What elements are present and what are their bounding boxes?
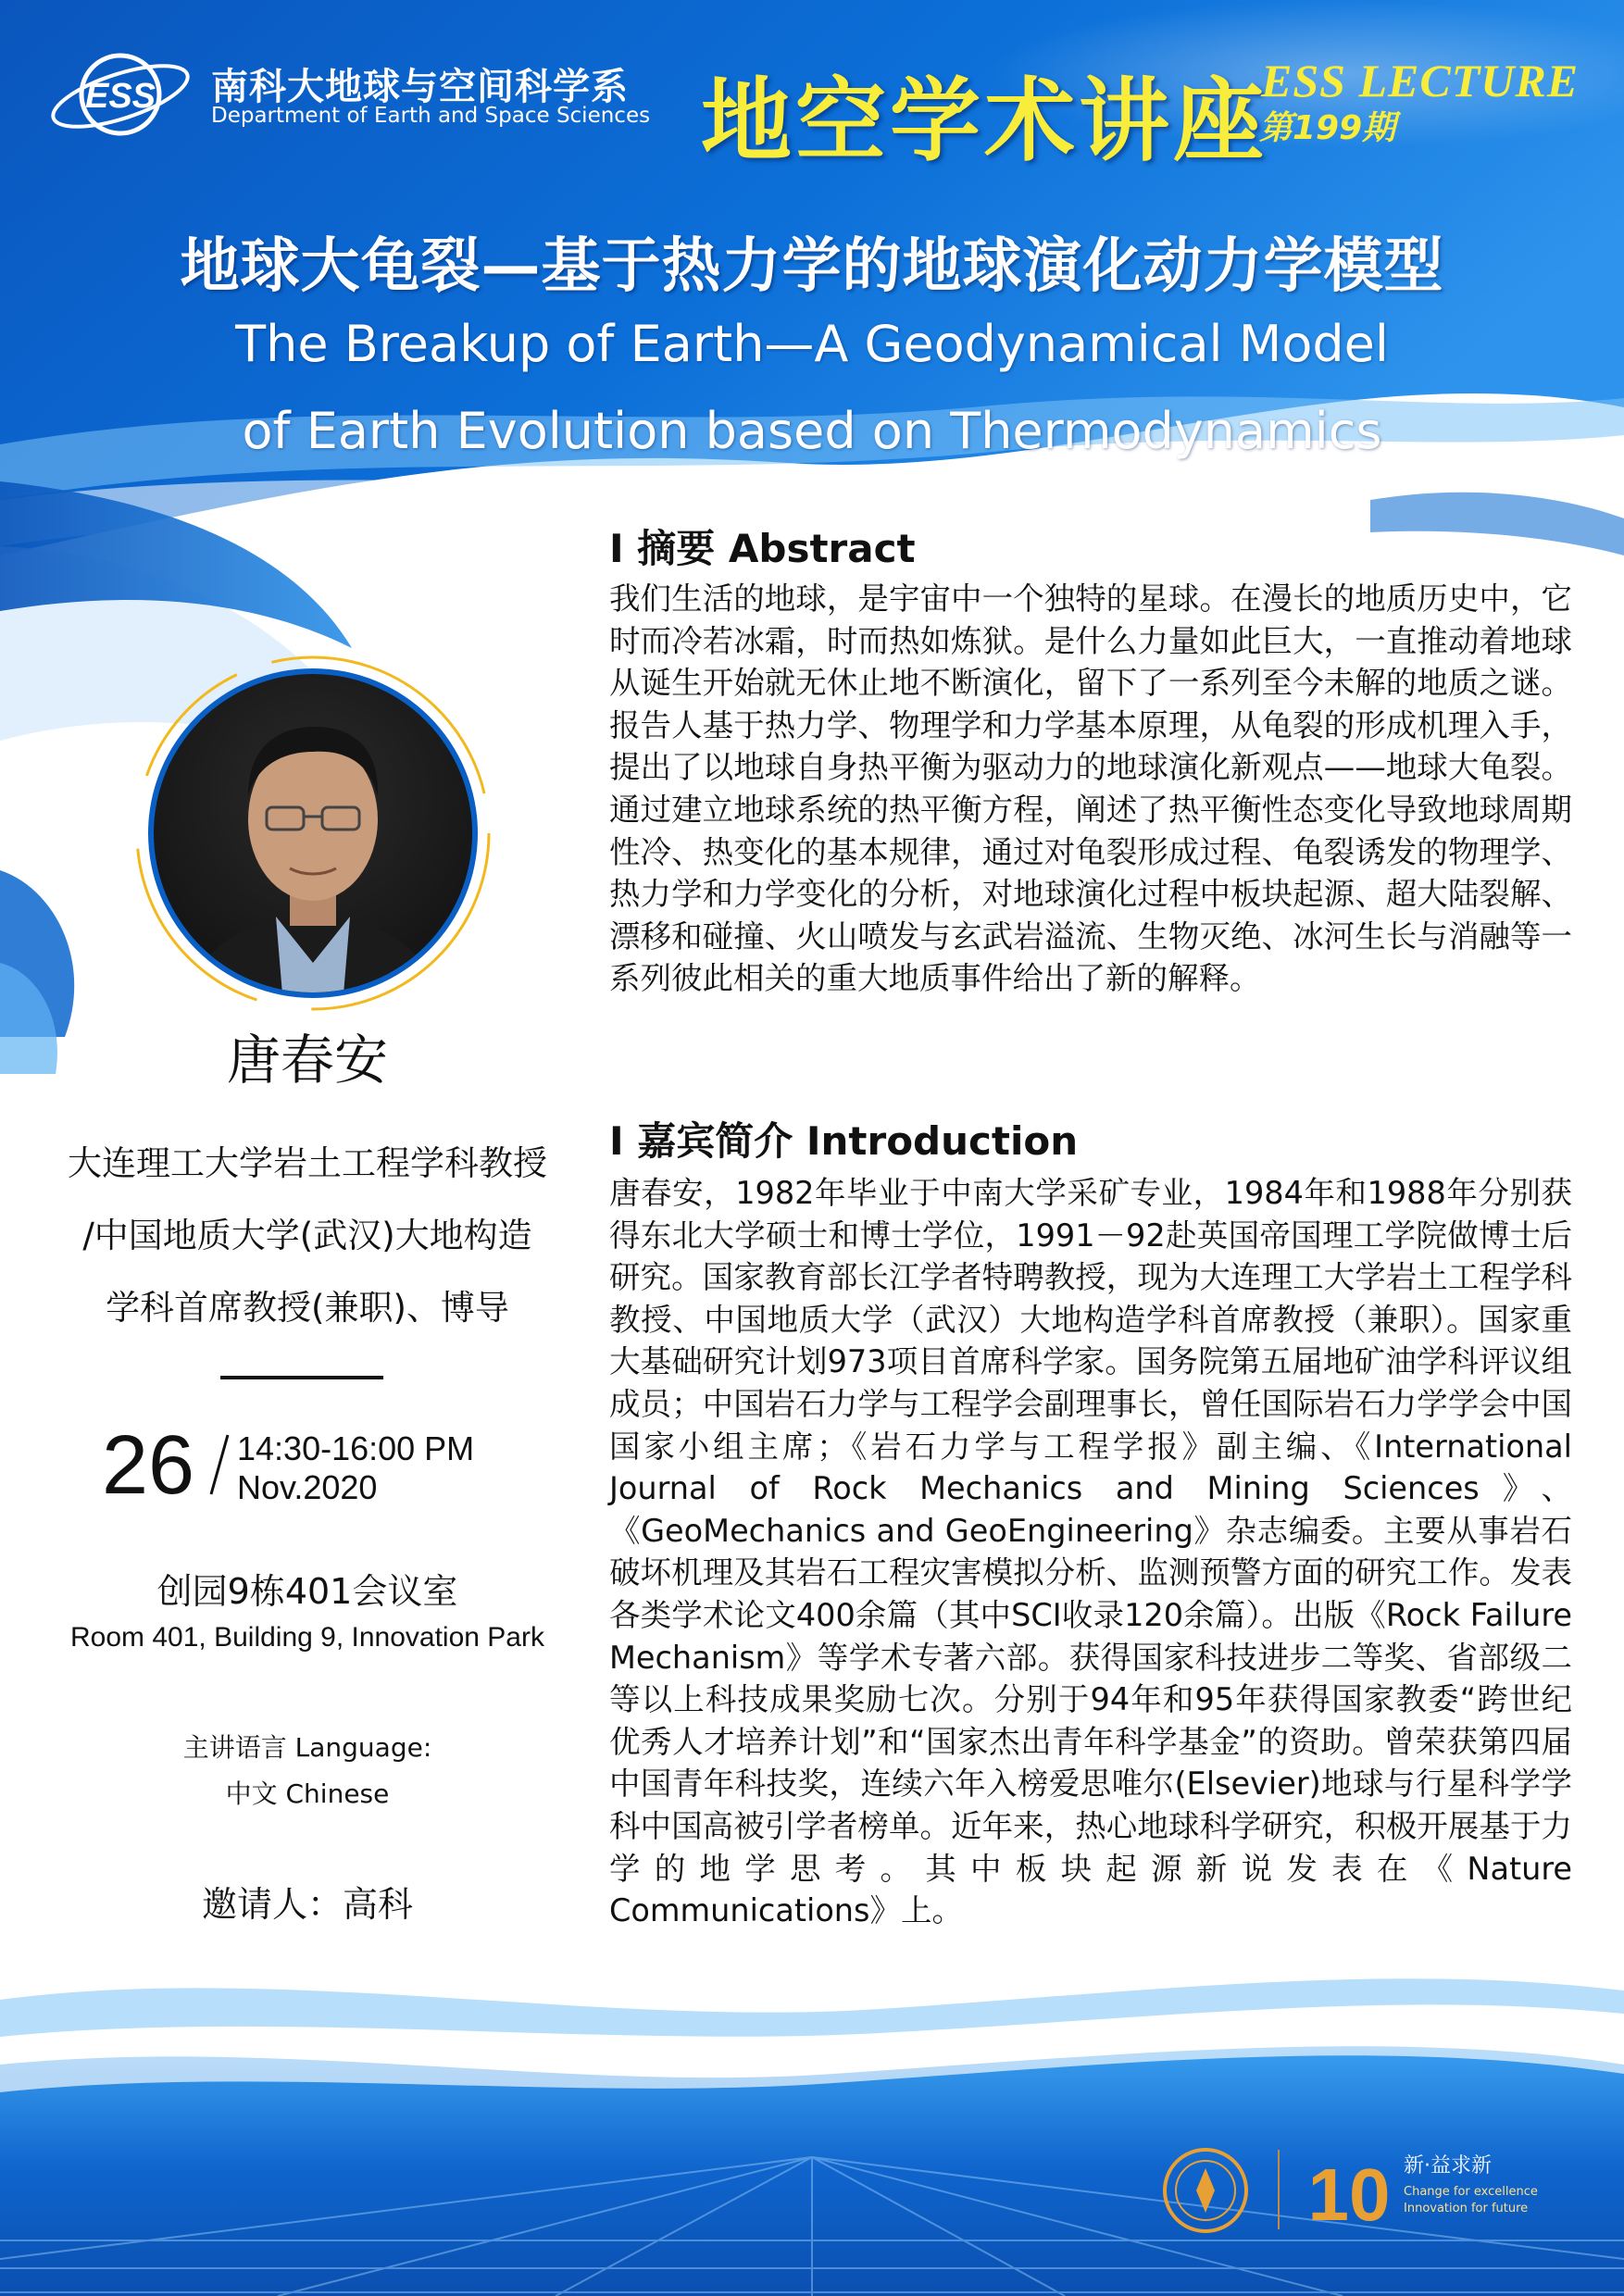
event-day: 26 xyxy=(102,1419,195,1512)
footer-slogan-en-line1: Change for excellence xyxy=(1404,2185,1538,2199)
language-label: 主讲语言 Language: xyxy=(182,1732,432,1763)
speaker-affiliation-line1: 大连理工大学岩土工程学科教授 xyxy=(68,1143,547,1183)
talk-title-en-line1: The Breakup of Earth—A Geodynamical Model xyxy=(235,315,1389,373)
logo-lettering: ESS xyxy=(84,77,156,116)
lecture-series-en: ESS LECTURE xyxy=(1261,55,1580,106)
inviter: 邀请人：高科 xyxy=(201,1884,413,1925)
talk-title-en-line2: of Earth Evolution based on Thermodynamics xyxy=(242,402,1382,460)
speaker-affiliation-line3: 学科首席教授(兼职)、博导 xyxy=(106,1288,509,1328)
department-name-cn: 南科大地球与空间科学系 xyxy=(211,66,629,108)
anniversary-number: 10 xyxy=(1307,2153,1391,2235)
introduction-heading: I 嘉宾简介 Introduction xyxy=(609,1118,1079,1164)
lecture-issue-number: 第199期 xyxy=(1259,109,1396,147)
abstract-heading: I 摘要 Abstract xyxy=(609,526,916,571)
speaker-name: 唐春安 xyxy=(226,1029,388,1092)
venue-cn: 创园9栋401会议室 xyxy=(156,1571,458,1612)
speaker-photo xyxy=(119,639,507,1028)
event-time: 14:30-16:00 PM xyxy=(237,1429,475,1467)
section-divider xyxy=(220,1376,383,1379)
abstract-text: 我们生活的地球，是宇宙中一个独特的星球。在漫长的地质历史中，它时而冷若冰霜，时而热如炼狱。是什么力量如此巨大，一直推动着地球从诞生开始就无休止地不断演化，留下了一系列至今未解的地质之谜。报告人基于热力学、物理学和力学基本原理，从龟裂的形成机理入手，提出了以地球自身热平衡为驱动力的地球演化新观点——地球大龟裂。通过建立地球系统的热平衡方程，阐述了热平衡性态变化导致地球周期性冷、热变化的基本规律，通过对龟裂形成过程、龟裂诱发的物理学、热力学和力学变化的分析，对地球演化过程中板块起源、超大陆裂解、漂移和碰撞、火山喷发与玄武岩溢流、生物灭绝、冰河生长与消融等一系列彼此相关的重大地质事件给出了新的解释。 xyxy=(609,580,1572,997)
footer-divider xyxy=(1278,2150,1280,2229)
language-value: 中文 Chinese xyxy=(225,1778,390,1809)
introduction-text: 唐春安，1982年毕业于中南大学采矿专业，1984年和1988年分别获得东北大学硕士和博士学位，1991－92赴英国帝国理工学院做博士后研究。国家教育部长江学者特聘教授，现为大连理工大学岩土工程学科教授、中国地质大学（武汉）大地构造学科首席教授（兼职）。国家重大基础研究计划973项目首席科学家。国务院第五届地矿油学科评议组成员；中国岩石力学与工程学会副理事长，曾任国际岩石力学学会中国国家小组主席；《岩石力学与工程学报》副主编、《International Journal of Rock Mechanics and Mining Sciences》、《GeoMechanics and GeoEngineering》杂志编委。主要从事岩石破坏机理及其岩石工程灾害模拟分析、监测预警方面的研究工作。发表各类学术论文400余篇（其中SCI收录120余篇）。出版《Rock Failure Mechanism》等学术专著六部。获得国家科技进步二等奖、省部级二等以上科技成果奖励七次。分别于94年和95年获得国家教委“跨世纪优秀人才培养计划”和“国家杰出青年科学基金”的资助。曾荣获第四届中国青年科技奖，连续六年入榜爱思唯尔(Elsevier)地球与行星科学学科中国高被引学者榜单。近年来，热心地球科学研究，积极开展基于力学的地学思考。其中板块起源新说发表在《Nature Communications》上。 xyxy=(609,1175,1572,1929)
ess-logo xyxy=(46,48,196,141)
date-slash-divider xyxy=(206,1431,233,1498)
talk-title-cn: 地球大龟裂—基于热力学的地球演化动力学模型 xyxy=(180,232,1444,301)
department-name-en: Department of Earth and Space Sciences xyxy=(211,104,651,128)
anniversary-mark xyxy=(1307,2146,1391,2235)
lecture-series-title: 地空学术讲座 xyxy=(701,68,1268,174)
footer-slogan-en-line2: Innovation for future xyxy=(1404,2202,1529,2215)
event-month-year: Nov.2020 xyxy=(237,1468,378,1506)
footer-slogan: 新·益求新 xyxy=(1404,2154,1492,2177)
university-seal-icon xyxy=(1161,2146,1250,2235)
venue-en: Room 401, Building 9, Innovation Park xyxy=(70,1622,544,1653)
speaker-affiliation-line2: /中国地质大学(武汉)大地构造 xyxy=(82,1216,532,1255)
